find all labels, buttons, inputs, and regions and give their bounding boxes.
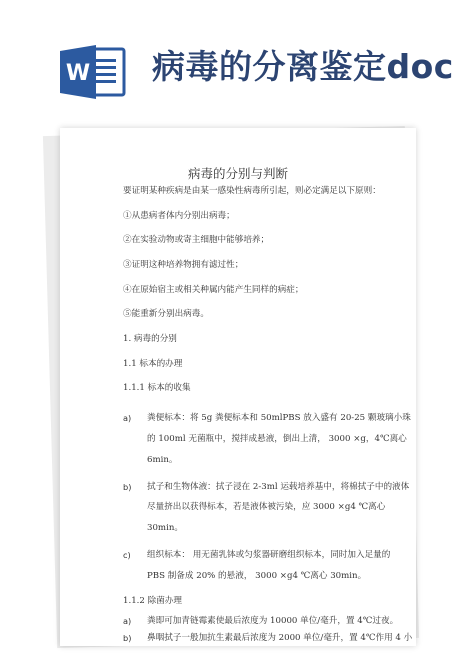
list-item-line: 组织标本： 用无菌乳钵或匀浆器研磨组织标本，同时加入足量的 [147,550,391,560]
document-intro: 要证明某种疾病是由某一感染性病毒所引起，则必定满足以下原则： [123,186,381,196]
list-marker: b) [123,633,132,643]
list-marker: a) [123,413,132,423]
document-page [60,128,416,646]
page-header [0,0,474,120]
principle-item: ④在原始宿主或相关种属内能产生同样的病症； [123,285,304,295]
list-item-line: 粪便标本：将 5g 粪便标本和 50mlPBS 放入盛有 20-25 颗玻璃小珠 [147,413,411,423]
page-title: 病毒的分离鉴定doc [152,47,454,86]
principle-item: ⑤能重新分别出病毒。 [123,309,209,319]
list-item-line: PBS 制备成 20% 的悬液， 3000 ×g4 ℃离心 30min。 [147,571,367,581]
principle-item: ②在实验动物或寄主细胞中能够培养； [123,235,270,245]
list-item-line: 鼻咽拭子一般加抗生素最后浓度为 2000 单位/毫升，置 4℃作用 4 小 [147,633,413,643]
document-title: 病毒的分别与判断 [187,166,288,181]
list-item-line: 6min。 [147,455,178,465]
list-item-line: 的 100ml 无菌瓶中，搅拌成悬液，倒出上清， 3000 ×g，4℃离心 [147,434,407,444]
word-document-icon [60,45,130,99]
list-marker: c) [123,550,131,560]
list-marker: b) [123,482,132,492]
list-marker: a) [123,616,132,626]
list-item-line: 拭子和生物体液：拭子浸在 2-3ml 运载培养基中，将棉拭子中的液体 [147,482,410,492]
section-heading: 1. 病毒的分别 [123,334,177,344]
list-item-line: 粪即可加青链霉素使最后浓度为 10000 单位/毫升，置 4℃过夜。 [147,616,399,626]
list-item-line: 尽量挤出以获得标本，若是液体被污染，应 3000 ×g4 ℃离心 [147,502,386,512]
subsection-heading: 1.1 标本的办理 [123,359,183,369]
subsubsection-heading: 1.1.1 标本的收集 [123,383,191,393]
principle-item: ①从患病者体内分别出病毒； [123,211,235,221]
list-item-line: 30min。 [147,523,183,533]
principle-item: ③证明这种培养物拥有滤过性； [123,260,244,270]
subsubsection-heading: 1.1.2 除菌办理 [123,596,182,606]
word-icon-letter: W [65,61,91,86]
